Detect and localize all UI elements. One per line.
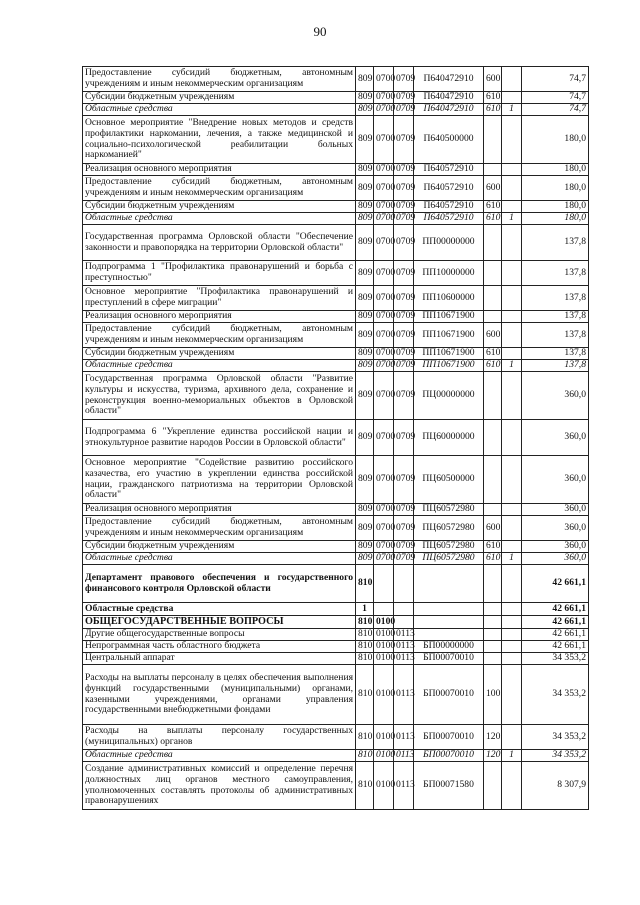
code-expense-type: 610: [484, 201, 502, 213]
code-section: 0700: [374, 201, 394, 213]
row-name: Субсидии бюджетным учреждениям: [83, 92, 356, 104]
row-amount: 360,0: [522, 420, 589, 456]
code-section: 0700: [374, 348, 394, 360]
row-name: Областные средства: [83, 750, 356, 762]
code-subsection: 0709: [394, 456, 414, 504]
code-section: [374, 565, 394, 603]
code-target-article: БП00070010: [414, 665, 484, 725]
table-row: [83, 372, 589, 420]
code-section: 0100: [374, 616, 394, 629]
code-ministry: 809: [356, 348, 374, 360]
code-section: [374, 603, 394, 616]
code-funding-source: [502, 116, 522, 164]
code-section: 0700: [374, 420, 394, 456]
code-subsection: 0709: [394, 286, 414, 311]
code-subsection: 0113: [394, 653, 414, 665]
code-expense-type: [484, 116, 502, 164]
code-section: 0700: [374, 104, 394, 116]
code-funding-source: 1: [502, 360, 522, 372]
code-funding-source: [502, 176, 522, 201]
table-row: [83, 629, 589, 641]
code-expense-type: [484, 311, 502, 323]
table-row: [83, 323, 589, 348]
code-target-article: ПП10671900: [414, 348, 484, 360]
row-name: Предоставление субсидий бюджетным, автономным учреждениям и иным некоммерческим организациям: [83, 323, 356, 348]
budget-table: [82, 66, 589, 810]
code-section: 0700: [374, 92, 394, 104]
code-expense-type: [484, 653, 502, 665]
row-amount: 137,8: [522, 225, 589, 261]
code-ministry: 809: [356, 372, 374, 420]
row-name: Расходы на выплаты персоналу в целях обеспечения выполнения функций государственными (муниципальными) органами, казенными учреждениями, органами управления государственными внебюджетными фондами: [83, 665, 356, 725]
code-subsection: 0709: [394, 323, 414, 348]
code-ministry: 809: [356, 516, 374, 541]
row-amount: 360,0: [522, 553, 589, 565]
code-expense-type: 600: [484, 323, 502, 348]
budget-table-body: [83, 67, 589, 810]
table-row: [83, 725, 589, 750]
code-expense-type: 610: [484, 92, 502, 104]
table-row: [83, 665, 589, 725]
code-target-article: П640572910: [414, 164, 484, 176]
code-funding-source: 1: [502, 750, 522, 762]
table-row: [83, 750, 589, 762]
code-ministry: 810: [356, 653, 374, 665]
row-amount: 180,0: [522, 213, 589, 225]
code-subsection: 0113: [394, 629, 414, 641]
row-amount: 180,0: [522, 176, 589, 201]
row-name: Создание административных комиссий и определение перечня должностных лиц органов местного самоуправления, уполномоченных составлять протоколы об административных правонарушениях: [83, 762, 356, 810]
code-ministry: 809: [356, 164, 374, 176]
table-row: [83, 565, 589, 603]
code-ministry: 810: [356, 641, 374, 653]
code-target-article: [414, 616, 484, 629]
code-subsection: [394, 565, 414, 603]
code-section: 0700: [374, 311, 394, 323]
row-name: Предоставление субсидий бюджетным, автономным учреждениям и иным некоммерческим организациям: [83, 67, 356, 92]
row-name: ОБЩЕГОСУДАРСТВЕННЫЕ ВОПРОСЫ: [83, 616, 356, 629]
code-expense-type: [484, 372, 502, 420]
table-row: [83, 762, 589, 810]
code-ministry: 810: [356, 665, 374, 725]
code-funding-source: [502, 516, 522, 541]
table-row: [83, 553, 589, 565]
code-funding-source: [502, 164, 522, 176]
code-target-article: ПП00000000: [414, 225, 484, 261]
code-funding-source: [502, 67, 522, 92]
code-expense-type: [484, 456, 502, 504]
code-subsection: [394, 616, 414, 629]
code-funding-source: [502, 225, 522, 261]
row-name: Основное мероприятие "Профилактика правонарушений и преступлений в сфере миграции": [83, 286, 356, 311]
row-amount: 137,8: [522, 286, 589, 311]
table-row: [83, 516, 589, 541]
code-section: 0700: [374, 225, 394, 261]
code-expense-type: 610: [484, 541, 502, 553]
code-expense-type: [484, 762, 502, 810]
row-amount: 137,8: [522, 348, 589, 360]
code-section: 0700: [374, 261, 394, 286]
code-funding-source: [502, 653, 522, 665]
code-section: 0700: [374, 164, 394, 176]
code-subsection: 0709: [394, 348, 414, 360]
code-funding-source: [502, 261, 522, 286]
code-target-article: П640572910: [414, 201, 484, 213]
code-funding-source: [502, 504, 522, 516]
row-name: Субсидии бюджетным учреждениям: [83, 541, 356, 553]
code-funding-source: [502, 456, 522, 504]
code-subsection: 0709: [394, 311, 414, 323]
row-name: Реализация основного мероприятия: [83, 311, 356, 323]
row-amount: 137,8: [522, 323, 589, 348]
code-ministry: 810: [356, 750, 374, 762]
code-funding-source: 1: [502, 553, 522, 565]
code-section: 0700: [374, 360, 394, 372]
row-amount: 360,0: [522, 504, 589, 516]
code-funding-source: [502, 420, 522, 456]
code-subsection: 0113: [394, 750, 414, 762]
code-subsection: 0709: [394, 104, 414, 116]
row-name: Государственная программа Орловской области "Обеспечение законности и правопорядка на территории Орловской области": [83, 225, 356, 261]
table-row: [83, 616, 589, 629]
code-subsection: 0709: [394, 67, 414, 92]
row-amount: 137,8: [522, 360, 589, 372]
table-row: [83, 104, 589, 116]
code-target-article: [414, 565, 484, 603]
code-subsection: 0709: [394, 516, 414, 541]
code-subsection: 0709: [394, 372, 414, 420]
code-ministry: 809: [356, 456, 374, 504]
code-expense-type: 600: [484, 516, 502, 541]
row-name: Расходы на выплаты персоналу государственных (муниципальных) органов: [83, 725, 356, 750]
row-name: Подпрограмма 1 "Профилактика правонарушений и борьба с преступностью": [83, 261, 356, 286]
row-name: Государственная программа Орловской области "Развитие культуры и искусства, туризма, архивного дела, сохранение и реконструкция военно-мемориальных объектов в Орловской области": [83, 372, 356, 420]
table-row: [83, 348, 589, 360]
row-name: Областные средства: [83, 360, 356, 372]
table-row: [83, 176, 589, 201]
code-subsection: 0709: [394, 164, 414, 176]
table-row: [83, 504, 589, 516]
code-section: 0100: [374, 629, 394, 641]
code-expense-type: [484, 565, 502, 603]
code-target-article: ПП10000000: [414, 261, 484, 286]
row-amount: 34 353,2: [522, 665, 589, 725]
code-expense-type: [484, 629, 502, 641]
row-name: Департамент правового обеспечения и государственного финансового контроля Орловской области: [83, 565, 356, 603]
row-amount: 42 661,1: [522, 629, 589, 641]
code-expense-type: [484, 616, 502, 629]
code-section: 0700: [374, 286, 394, 311]
table-row: [83, 164, 589, 176]
code-funding-source: [502, 311, 522, 323]
code-ministry: 810: [356, 725, 374, 750]
code-ministry: 1: [356, 603, 374, 616]
row-name: Субсидии бюджетным учреждениям: [83, 348, 356, 360]
code-funding-source: [502, 762, 522, 810]
code-section: 0700: [374, 176, 394, 201]
code-subsection: 0113: [394, 725, 414, 750]
code-expense-type: 610: [484, 213, 502, 225]
code-expense-type: [484, 225, 502, 261]
code-target-article: ПП10671900: [414, 360, 484, 372]
row-name: Центральный аппарат: [83, 653, 356, 665]
table-row: [83, 261, 589, 286]
code-target-article: ПЦ00000000: [414, 372, 484, 420]
row-amount: 74,7: [522, 104, 589, 116]
code-expense-type: 610: [484, 553, 502, 565]
code-subsection: 0709: [394, 225, 414, 261]
code-subsection: 0709: [394, 420, 414, 456]
code-funding-source: 1: [502, 104, 522, 116]
row-amount: 34 353,2: [522, 653, 589, 665]
code-subsection: 0113: [394, 641, 414, 653]
code-section: 0100: [374, 725, 394, 750]
code-target-article: П640500000: [414, 116, 484, 164]
row-name: Областные средства: [83, 213, 356, 225]
code-subsection: 0709: [394, 201, 414, 213]
code-section: 0700: [374, 372, 394, 420]
code-section: 0700: [374, 323, 394, 348]
code-ministry: 809: [356, 541, 374, 553]
code-ministry: 809: [356, 201, 374, 213]
code-ministry: 810: [356, 565, 374, 603]
code-ministry: 809: [356, 420, 374, 456]
row-amount: 137,8: [522, 261, 589, 286]
row-amount: 42 661,1: [522, 565, 589, 603]
code-subsection: 0709: [394, 176, 414, 201]
row-name: Реализация основного мероприятия: [83, 504, 356, 516]
code-ministry: 809: [356, 323, 374, 348]
code-ministry: 809: [356, 311, 374, 323]
row-amount: 360,0: [522, 372, 589, 420]
code-expense-type: [484, 164, 502, 176]
table-row: [83, 456, 589, 504]
code-section: 0100: [374, 653, 394, 665]
code-expense-type: [484, 641, 502, 653]
code-target-article: ПП10671900: [414, 323, 484, 348]
code-section: 0700: [374, 116, 394, 164]
table-row: [83, 286, 589, 311]
code-section: 0100: [374, 762, 394, 810]
code-subsection: 0113: [394, 762, 414, 810]
code-section: 0700: [374, 504, 394, 516]
row-amount: 34 353,2: [522, 725, 589, 750]
code-target-article: П640572910: [414, 176, 484, 201]
row-name: Субсидии бюджетным учреждениям: [83, 201, 356, 213]
row-amount: 42 661,1: [522, 616, 589, 629]
code-ministry: 809: [356, 261, 374, 286]
row-amount: 180,0: [522, 201, 589, 213]
code-target-article: БП00070010: [414, 725, 484, 750]
code-target-article: [414, 603, 484, 616]
code-subsection: 0709: [394, 261, 414, 286]
code-target-article: ПЦ60572980: [414, 553, 484, 565]
row-name: Областные средства: [83, 553, 356, 565]
code-target-article: БП00000000: [414, 641, 484, 653]
row-name: Непрограммная часть областного бюджета: [83, 641, 356, 653]
code-expense-type: 610: [484, 360, 502, 372]
table-row: [83, 116, 589, 164]
code-subsection: 0709: [394, 360, 414, 372]
code-target-article: БП00071580: [414, 762, 484, 810]
code-funding-source: [502, 616, 522, 629]
row-name: Областные средства: [83, 603, 356, 616]
row-name: Предоставление субсидий бюджетным, автономным учреждениям и иным некоммерческим организациям: [83, 516, 356, 541]
row-amount: 180,0: [522, 116, 589, 164]
code-ministry: 809: [356, 67, 374, 92]
row-amount: 34 353,2: [522, 750, 589, 762]
code-ministry: 809: [356, 553, 374, 565]
row-amount: 137,8: [522, 311, 589, 323]
code-ministry: 809: [356, 176, 374, 201]
row-amount: 42 661,1: [522, 641, 589, 653]
code-subsection: 0709: [394, 213, 414, 225]
code-funding-source: [502, 629, 522, 641]
code-expense-type: 610: [484, 348, 502, 360]
code-ministry: 809: [356, 360, 374, 372]
row-amount: 360,0: [522, 541, 589, 553]
code-section: 0100: [374, 665, 394, 725]
code-funding-source: 1: [502, 213, 522, 225]
code-target-article: [414, 629, 484, 641]
row-amount: 74,7: [522, 67, 589, 92]
code-expense-type: 100: [484, 665, 502, 725]
code-funding-source: [502, 372, 522, 420]
code-funding-source: [502, 348, 522, 360]
code-target-article: ПЦ60572980: [414, 516, 484, 541]
page-number: 90: [313, 24, 327, 39]
code-funding-source: [502, 323, 522, 348]
code-ministry: 810: [356, 762, 374, 810]
table-row: [83, 653, 589, 665]
code-funding-source: [502, 641, 522, 653]
code-expense-type: 120: [484, 750, 502, 762]
code-expense-type: [484, 286, 502, 311]
code-target-article: П640472910: [414, 92, 484, 104]
code-expense-type: [484, 420, 502, 456]
code-funding-source: [502, 603, 522, 616]
row-amount: 74,7: [522, 92, 589, 104]
code-funding-source: [502, 286, 522, 311]
code-ministry: 810: [356, 629, 374, 641]
code-funding-source: [502, 725, 522, 750]
row-name: Предоставление субсидий бюджетным, автономным учреждениям и иным некоммерческим организациям: [83, 176, 356, 201]
row-name: Основное мероприятие "Содействие развитию российского казачества, его участию в укреплении единства российской нации, гражданского патриотизма на территории Орловской области": [83, 456, 356, 504]
code-section: 0100: [374, 750, 394, 762]
code-ministry: 810: [356, 616, 374, 629]
code-funding-source: [502, 541, 522, 553]
table-row: [83, 67, 589, 92]
table-row: [83, 541, 589, 553]
row-amount: 42 661,1: [522, 603, 589, 616]
code-ministry: 809: [356, 213, 374, 225]
code-subsection: 0709: [394, 541, 414, 553]
code-subsection: [394, 603, 414, 616]
code-section: 0700: [374, 516, 394, 541]
code-expense-type: 600: [484, 67, 502, 92]
code-section: 0100: [374, 641, 394, 653]
code-section: 0700: [374, 456, 394, 504]
row-name: Подпрограмма 6 "Укрепление единства российской нации и этнокультурное развитие народов России в Орловской области": [83, 420, 356, 456]
table-row: [83, 213, 589, 225]
code-expense-type: [484, 504, 502, 516]
row-name: Областные средства: [83, 104, 356, 116]
code-ministry: 809: [356, 116, 374, 164]
code-funding-source: [502, 201, 522, 213]
table-row: [83, 360, 589, 372]
code-subsection: 0709: [394, 92, 414, 104]
code-target-article: П640472910: [414, 67, 484, 92]
code-target-article: ПЦ60572980: [414, 541, 484, 553]
row-amount: 360,0: [522, 516, 589, 541]
row-amount: 180,0: [522, 164, 589, 176]
table-row: [83, 603, 589, 616]
row-name: Другие общегосударственные вопросы: [83, 629, 356, 641]
code-target-article: БП00070010: [414, 750, 484, 762]
row-amount: 8 307,9: [522, 762, 589, 810]
code-ministry: 809: [356, 286, 374, 311]
code-expense-type: 120: [484, 725, 502, 750]
table-row: [83, 311, 589, 323]
code-expense-type: 610: [484, 104, 502, 116]
code-section: 0700: [374, 541, 394, 553]
code-expense-type: [484, 261, 502, 286]
code-target-article: П640472910: [414, 104, 484, 116]
code-section: 0700: [374, 553, 394, 565]
code-subsection: 0709: [394, 553, 414, 565]
code-ministry: 809: [356, 92, 374, 104]
table-row: [83, 92, 589, 104]
code-target-article: П640572910: [414, 213, 484, 225]
code-target-article: ПЦ60572980: [414, 504, 484, 516]
code-target-article: ПП10600000: [414, 286, 484, 311]
code-subsection: 0709: [394, 504, 414, 516]
row-name: Основное мероприятие "Внедрение новых методов и средств профилактики наркомании, лечения, а также медицинской и социально-психологической реабилитации больных наркоманией": [83, 116, 356, 164]
code-section: 0700: [374, 213, 394, 225]
code-target-article: ПЦ60000000: [414, 420, 484, 456]
code-subsection: 0113: [394, 665, 414, 725]
code-funding-source: [502, 565, 522, 603]
code-target-article: БП00070010: [414, 653, 484, 665]
code-ministry: 809: [356, 225, 374, 261]
code-funding-source: [502, 665, 522, 725]
code-funding-source: [502, 92, 522, 104]
code-target-article: ПЦ60500000: [414, 456, 484, 504]
code-ministry: 809: [356, 104, 374, 116]
table-row: [83, 201, 589, 213]
code-section: 0700: [374, 67, 394, 92]
code-expense-type: [484, 603, 502, 616]
code-expense-type: 600: [484, 176, 502, 201]
code-subsection: 0709: [394, 116, 414, 164]
row-amount: 360,0: [522, 456, 589, 504]
table-row: [83, 225, 589, 261]
code-target-article: ПП10671900: [414, 311, 484, 323]
row-name: Реализация основного мероприятия: [83, 164, 356, 176]
table-row: [83, 641, 589, 653]
code-ministry: 809: [356, 504, 374, 516]
table-row: [83, 420, 589, 456]
